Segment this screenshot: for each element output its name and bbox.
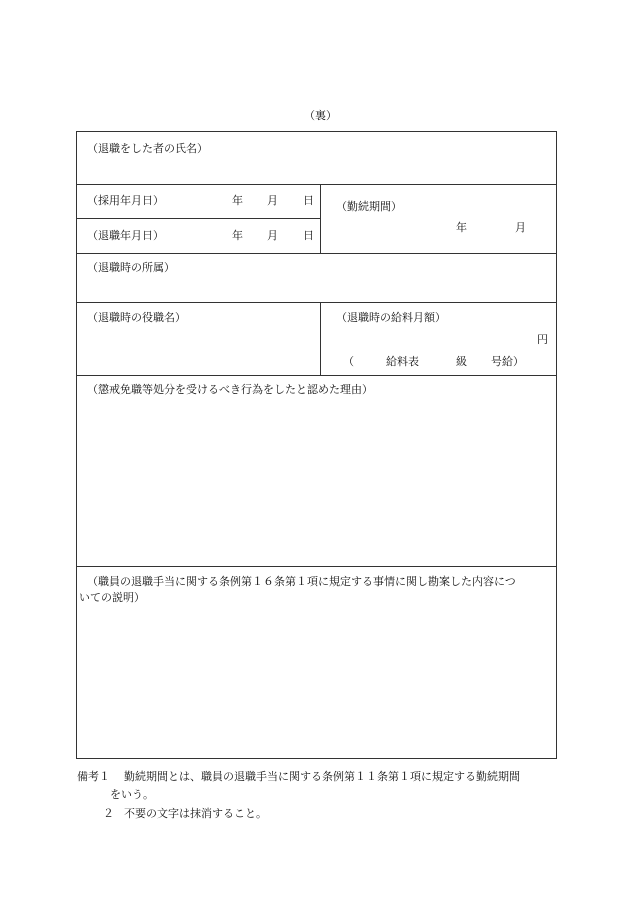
row-divider-reason [77, 566, 556, 567]
service-period-month: 月 [515, 221, 526, 234]
salary-grade-label: 級 [456, 355, 467, 368]
note-2-text: 不要の文字は抹消すること。 [124, 807, 267, 820]
service-period-year: 年 [456, 221, 467, 234]
retire-date-month: 月 [267, 229, 278, 242]
hire-date-year: 年 [232, 194, 243, 207]
retirement-form-table [76, 131, 557, 759]
hire-date-label: （採用年月日） [87, 194, 164, 207]
column-divider-position [320, 302, 321, 375]
row-divider-dates-end [77, 253, 556, 254]
salary-table-label: 給料表 [386, 355, 419, 368]
note-1-line1: 勤続期間とは、職員の退職手当に関する条例第１１条第１項に規定する勤続期間 [124, 770, 520, 783]
page-side-label: （裏） [304, 109, 337, 122]
row-divider-affiliation [77, 302, 556, 303]
service-period-label: （勤続期間） [336, 200, 402, 213]
explanation-label-line2: いての説明） [79, 591, 145, 604]
hire-date-day: 日 [303, 194, 314, 207]
row-divider-dates [77, 218, 320, 219]
note-1-line2: をいう。 [110, 788, 154, 801]
position-label: （退職時の役職名） [87, 311, 186, 324]
salary-paren-open: （ [343, 355, 354, 368]
retire-date-year: 年 [232, 229, 243, 242]
note-2-number: ２ [103, 807, 114, 820]
row-divider-name [77, 184, 556, 185]
column-divider-dates [320, 184, 321, 253]
retire-date-label: （退職年月日） [87, 229, 164, 242]
row-divider-position [77, 375, 556, 376]
salary-yen-unit: 円 [537, 333, 548, 346]
salary-label: （退職時の給料月額） [336, 311, 446, 324]
affiliation-label: （退職時の所属） [87, 261, 175, 274]
explanation-label-line1: （職員の退職手当に関する条例第１６条第１項に規定する事情に関し勘案した内容につ [87, 575, 516, 588]
notes-heading: 備考１ [77, 770, 110, 783]
reason-label: （懲戒免職等処分を受けるべき行為をしたと認めた理由） [87, 383, 373, 396]
retire-date-day: 日 [303, 229, 314, 242]
name-field-label: （退職をした者の氏名） [87, 142, 208, 155]
salary-step-label: 号給） [491, 355, 524, 368]
hire-date-month: 月 [267, 194, 278, 207]
